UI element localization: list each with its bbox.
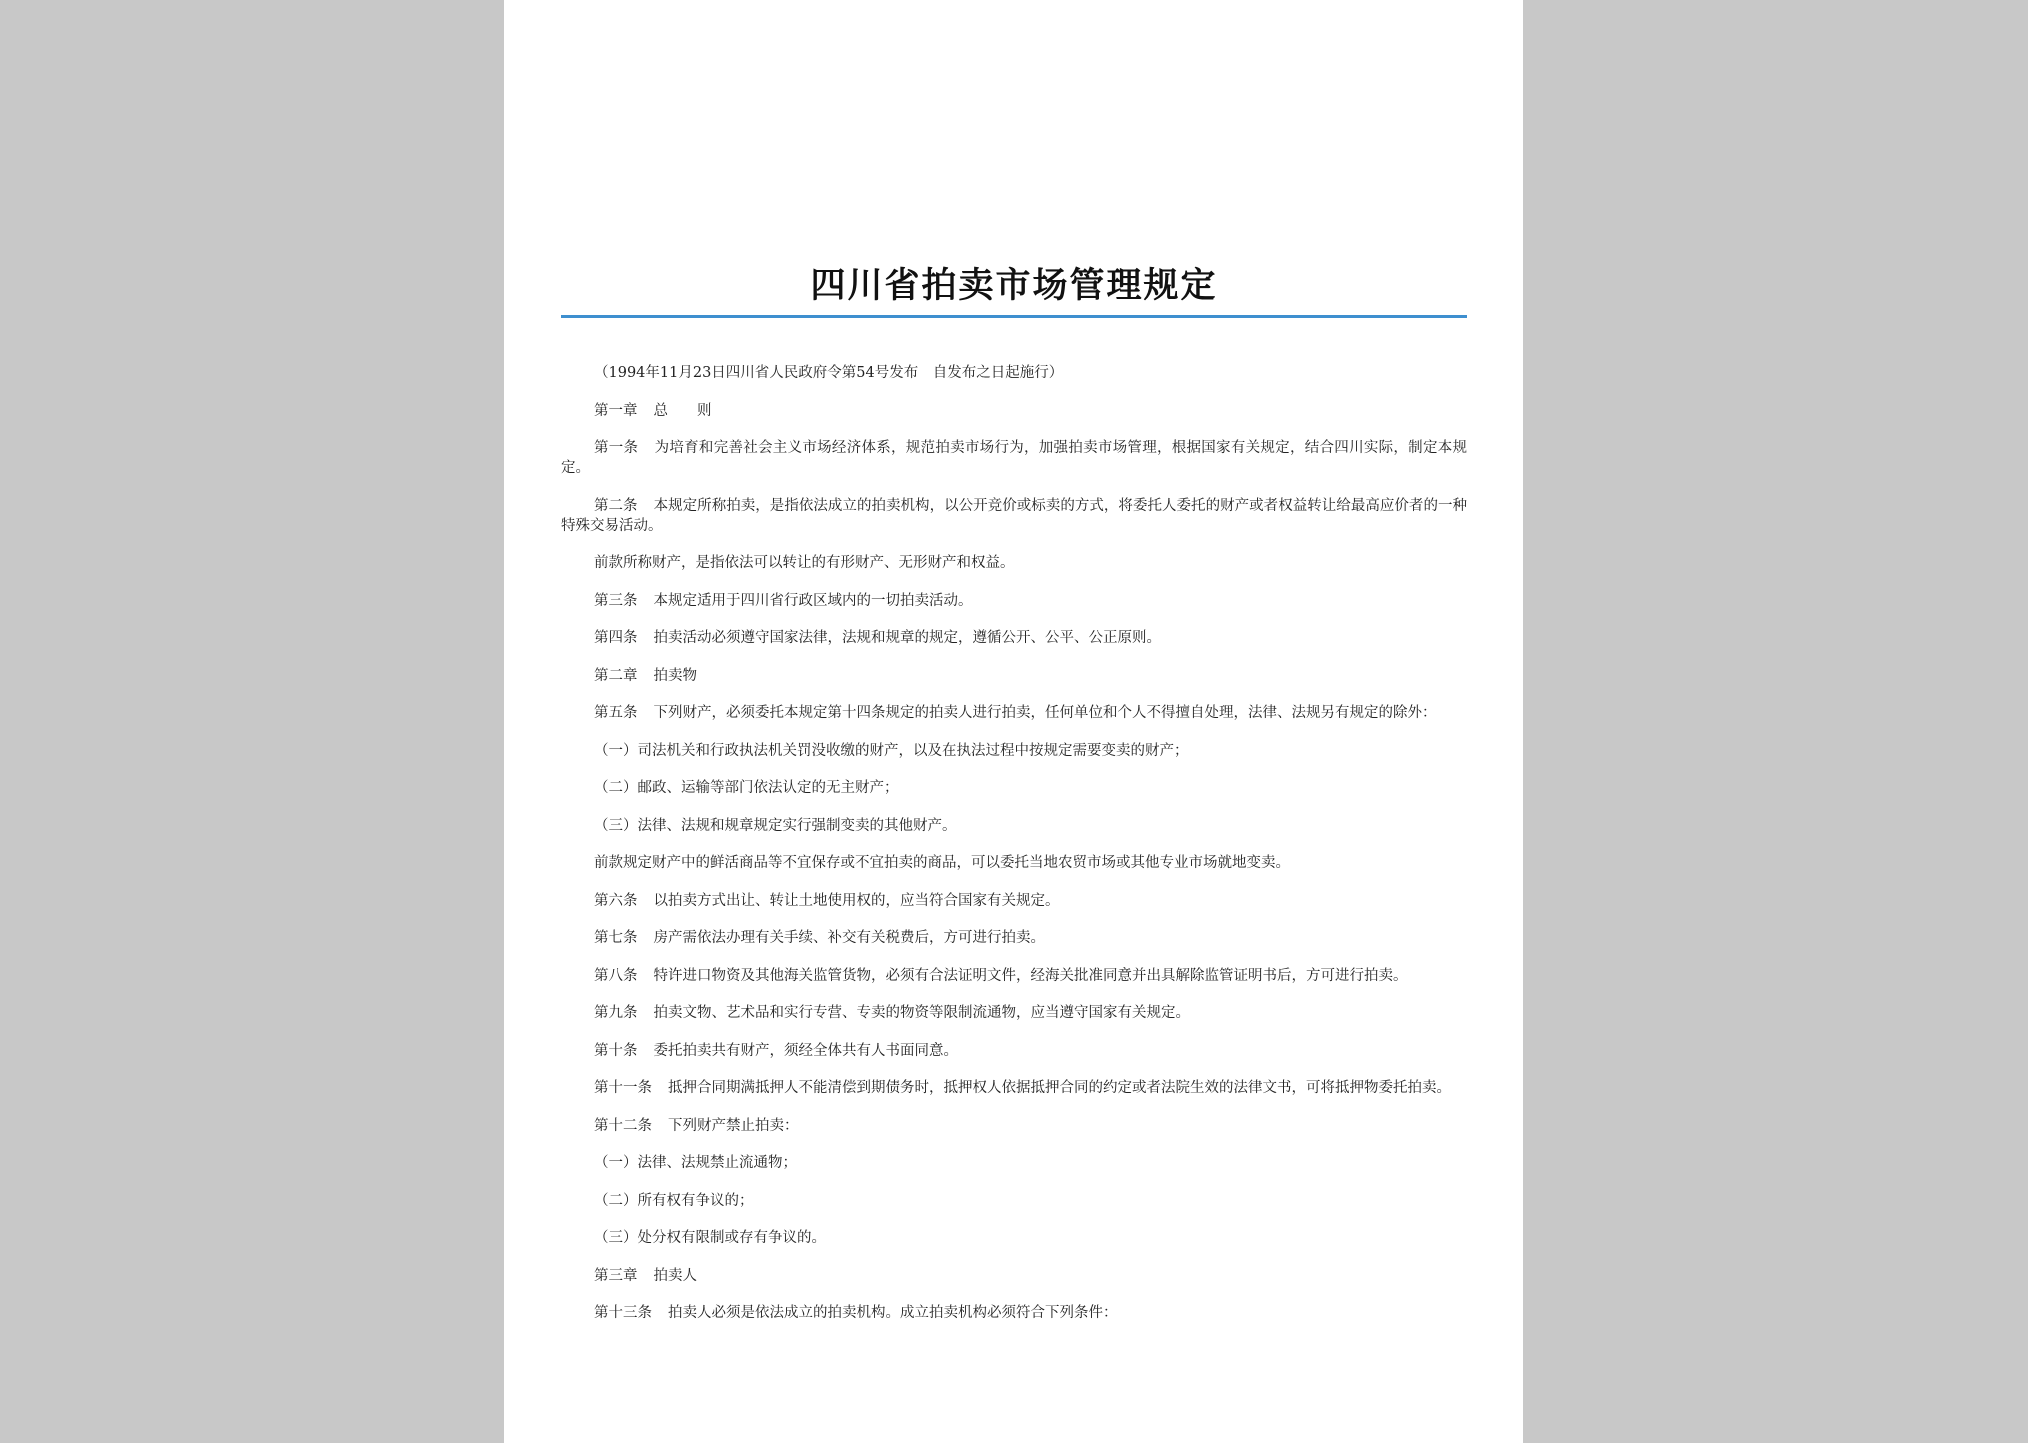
paragraph bbox=[561, 1228, 1467, 1248]
paragraph-text: 拍卖人必须是依法成立的拍卖机构。成立拍卖机构必须符合下列条件： bbox=[668, 1305, 1118, 1321]
paragraph bbox=[561, 496, 1467, 536]
paragraph-text: （一）司法机关和行政执法机关罚没收缴的财产，以及在执法过程中按规定需要变卖的财产； bbox=[594, 742, 1189, 759]
paragraph bbox=[561, 1303, 1467, 1323]
source-note: （1994年11月23日四川省人民政府令第54号发布 自发布之日起施行） bbox=[594, 365, 1064, 381]
paragraph-text: 拍卖物 bbox=[653, 667, 697, 684]
paragraph-text: 抵押合同期满抵押人不能清偿到期债务时，抵押权人依据抵押合同的约定或者法院生效的法律文书，可将抵押物委托拍卖。 bbox=[668, 1080, 1451, 1096]
paragraph bbox=[561, 1116, 1467, 1136]
paragraph-text: 拍卖活动必须遵守国家法律，法规和规章的规定，遵循公开、公平、公正原则。 bbox=[653, 630, 1161, 646]
paragraph bbox=[561, 1078, 1467, 1098]
paragraph bbox=[561, 853, 1467, 873]
paragraph-text: 本规定适用于四川省行政区域内的一切拍卖活动。 bbox=[653, 592, 973, 609]
paragraph-text: 特许进口物资及其他海关监管货物，必须有合法证明文件，经海关批准同意并出具解除监管证明书后，方可进行拍卖。 bbox=[653, 967, 1408, 984]
paragraph-label: 第一条 bbox=[594, 440, 639, 456]
document-page bbox=[504, 0, 1523, 1443]
paragraph-label: 第二章 bbox=[594, 667, 638, 684]
paragraph-text: 以拍卖方式出让、转让土地使用权的，应当符合国家有关规定。 bbox=[653, 892, 1060, 909]
paragraph bbox=[561, 1041, 1467, 1061]
paragraph-text: 前款所称财产，是指依法可以转让的有形财产、无形财产和权益。 bbox=[594, 555, 1015, 571]
paragraph-text: 下列财产，必须委托本规定第十四条规定的拍卖人进行拍卖，任何单位和个人不得擅自处理，法律、法规另有规定的除外： bbox=[653, 705, 1437, 721]
paragraph bbox=[561, 401, 1467, 421]
paragraph-label: 第三章 bbox=[594, 1267, 638, 1284]
paragraph-label: 第十二条 bbox=[594, 1117, 652, 1134]
paragraph-label: 第九条 bbox=[594, 1005, 638, 1021]
paragraph-text: 总 则 bbox=[653, 402, 712, 419]
paragraph-label: 第六条 bbox=[594, 892, 638, 909]
paragraph bbox=[561, 928, 1467, 948]
document-body bbox=[561, 363, 1467, 1341]
paragraph-label: 第五条 bbox=[594, 705, 638, 721]
title-divider bbox=[561, 315, 1467, 318]
paragraph bbox=[561, 553, 1467, 573]
paragraph bbox=[561, 816, 1467, 836]
paragraph-text: 下列财产禁止拍卖： bbox=[668, 1117, 799, 1134]
paragraph-text: 为培育和完善社会主义市场经济体系，规范拍卖市场行为，加强拍卖市场管理，根据国家有关规定，结合四川实际，制定本规定。 bbox=[561, 440, 1467, 476]
paragraph-label: 第十条 bbox=[594, 1042, 638, 1059]
paragraph-label: 第一章 bbox=[594, 402, 638, 419]
paragraph-text: （二）邮政、运输等部门依法认定的无主财产； bbox=[594, 780, 899, 796]
paragraph-text: （三）处分权有限制或存有争议的。 bbox=[594, 1230, 826, 1246]
paragraph bbox=[561, 591, 1467, 611]
paragraph bbox=[561, 1003, 1467, 1023]
paragraph-label: 第四条 bbox=[594, 630, 638, 646]
paragraph-label: 第八条 bbox=[594, 967, 638, 984]
paragraph bbox=[561, 666, 1467, 686]
paragraph bbox=[561, 703, 1467, 723]
paragraph-text: （一）法律、法规禁止流通物； bbox=[594, 1155, 797, 1171]
paragraph-label: 第十一条 bbox=[594, 1080, 652, 1096]
paragraph-label: 第二条 bbox=[594, 497, 638, 514]
paragraph-text: 委托拍卖共有财产，须经全体共有人书面同意。 bbox=[653, 1042, 958, 1059]
paragraph-text: 拍卖文物、艺术品和实行专营、专卖的物资等限制流通物，应当遵守国家有关规定。 bbox=[653, 1005, 1190, 1021]
paragraph bbox=[561, 966, 1467, 986]
paragraph-text: 拍卖人 bbox=[653, 1267, 697, 1284]
paragraph bbox=[561, 1191, 1467, 1211]
paragraph-text: （三）法律、法规和规章规定实行强制变卖的其他财产。 bbox=[594, 817, 957, 834]
paragraph-label: 第七条 bbox=[594, 930, 638, 946]
paragraph bbox=[561, 1153, 1467, 1173]
paragraph bbox=[561, 741, 1467, 761]
paragraph-label: 第十三条 bbox=[594, 1305, 652, 1321]
paragraph-text: 前款规定财产中的鲜活商品等不宜保存或不宜拍卖的商品，可以委托当地农贸市场或其他专业市场就地变卖。 bbox=[594, 855, 1290, 871]
paragraph bbox=[561, 628, 1467, 648]
paragraph-label: 第三条 bbox=[594, 592, 638, 609]
paragraph-text: 房产需依法办理有关手续、补交有关税费后，方可进行拍卖。 bbox=[653, 930, 1045, 946]
paragraph bbox=[561, 1266, 1467, 1286]
paragraph bbox=[561, 891, 1467, 911]
document-title: 四川省拍卖市场管理规定 bbox=[810, 266, 1218, 306]
paragraph bbox=[561, 778, 1467, 798]
paragraph-text: 本规定所称拍卖，是指依法成立的拍卖机构，以公开竞价或标卖的方式，将委托人委托的财产或者权益转让给最高应价者的一种特殊交易活动。 bbox=[561, 497, 1467, 534]
paragraph-text: （二）所有权有争议的； bbox=[594, 1192, 754, 1209]
paragraph bbox=[561, 438, 1467, 478]
